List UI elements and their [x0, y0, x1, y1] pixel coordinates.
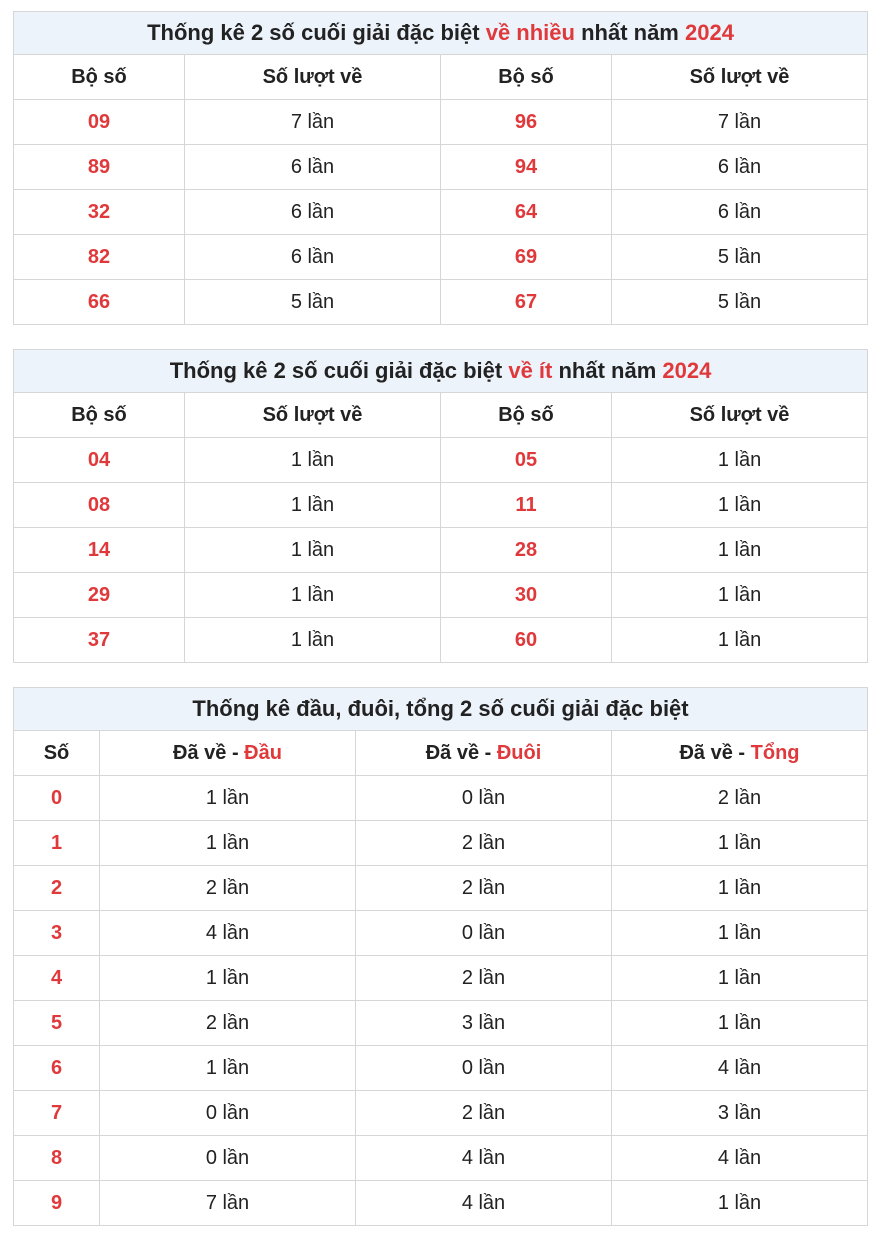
count: 1 lần	[185, 573, 441, 618]
count: 1 lần	[185, 618, 441, 663]
title-highlight: về nhiều	[485, 20, 575, 45]
header-tong	[612, 731, 868, 776]
count: 7 lần	[185, 100, 441, 145]
count: 1 lần	[612, 528, 868, 573]
duoi-count: 2 lần	[356, 956, 612, 1001]
pair-number: 64	[441, 190, 612, 235]
digit: 3	[14, 911, 100, 956]
header-bo-so: Bộ số	[441, 393, 612, 438]
title-highlight: về ít	[508, 358, 553, 383]
digits-title: Thống kê đầu, đuôi, tổng 2 số cuối giải đặc biệt	[14, 688, 868, 731]
header-duoi	[356, 731, 612, 776]
pair-number: 05	[441, 438, 612, 483]
pair-number: 66	[14, 280, 185, 325]
tong-count: 4 lần	[612, 1136, 868, 1181]
title-year: 2024	[685, 20, 734, 45]
tong-count: 4 lần	[612, 1046, 868, 1091]
header-so-luot-ve: Số lượt về	[612, 55, 868, 100]
tong-count: 1 lần	[612, 911, 868, 956]
duoi-count: 0 lần	[356, 776, 612, 821]
count: 7 lần	[612, 100, 868, 145]
pair-number: 32	[14, 190, 185, 235]
count: 6 lần	[612, 190, 868, 235]
duoi-count: 2 lần	[356, 821, 612, 866]
pair-number: 67	[441, 280, 612, 325]
table-row	[14, 100, 868, 145]
pair-number: 29	[14, 573, 185, 618]
count: 1 lần	[612, 483, 868, 528]
tong-count: 1 lần	[612, 821, 868, 866]
title-mid: nhất năm	[558, 358, 657, 383]
pair-number: 82	[14, 235, 185, 280]
header-so: Số	[14, 731, 100, 776]
table-row	[14, 145, 868, 190]
tong-count: 2 lần	[612, 776, 868, 821]
digit: 8	[14, 1136, 100, 1181]
table-row	[14, 528, 868, 573]
header-dau-label: Đầu	[244, 741, 282, 764]
pair-number: 09	[14, 100, 185, 145]
header-prefix: Đã về -	[173, 741, 239, 764]
tong-count: 1 lần	[612, 866, 868, 911]
count: 5 lần	[612, 235, 868, 280]
dau-count: 2 lần	[100, 866, 356, 911]
pair-number: 08	[14, 483, 185, 528]
count: 1 lần	[185, 528, 441, 573]
header-bo-so: Bộ số	[441, 55, 612, 100]
pair-number: 94	[441, 145, 612, 190]
table-row	[14, 1181, 868, 1226]
dau-count: 7 lần	[100, 1181, 356, 1226]
tong-count: 1 lần	[612, 1181, 868, 1226]
pair-number: 60	[441, 618, 612, 663]
pair-number: 30	[441, 573, 612, 618]
header-duoi-label: Đuôi	[496, 741, 542, 764]
table-row	[14, 1136, 868, 1181]
header-tong-label: Tổng	[750, 741, 800, 764]
header-prefix: Đã về -	[425, 741, 492, 764]
least-frequent-title	[14, 350, 868, 393]
dau-count: 1 lần	[100, 821, 356, 866]
header-dau	[100, 731, 356, 776]
table-row	[14, 821, 868, 866]
dau-count: 4 lần	[100, 911, 356, 956]
header-so-luot-ve: Số lượt về	[185, 55, 441, 100]
title-prefix: Thống kê 2 số cuối giải đặc biệt	[169, 358, 503, 383]
header-bo-so: Bộ số	[14, 55, 185, 100]
pair-number: 28	[441, 528, 612, 573]
table-row	[14, 1046, 868, 1091]
table-row	[14, 573, 868, 618]
tong-count: 1 lần	[612, 1001, 868, 1046]
count: 1 lần	[612, 618, 868, 663]
count: 1 lần	[185, 438, 441, 483]
digit: 2	[14, 866, 100, 911]
table-row	[14, 235, 868, 280]
digit: 5	[14, 1001, 100, 1046]
table-row	[14, 280, 868, 325]
title-prefix: Thống kê 2 số cuối giải đặc biệt	[147, 20, 480, 45]
dau-count: 2 lần	[100, 1001, 356, 1046]
table-row	[14, 190, 868, 235]
duoi-count: 2 lần	[356, 866, 612, 911]
digit: 4	[14, 956, 100, 1001]
table-row	[14, 956, 868, 1001]
count: 6 lần	[612, 145, 868, 190]
count: 6 lần	[185, 145, 441, 190]
count: 5 lần	[185, 280, 441, 325]
title-year: 2024	[662, 358, 712, 383]
pair-number: 11	[441, 483, 612, 528]
title-mid: nhất năm	[581, 20, 679, 45]
digit: 9	[14, 1181, 100, 1226]
duoi-count: 2 lần	[356, 1091, 612, 1136]
duoi-count: 3 lần	[356, 1001, 612, 1046]
table-row	[14, 483, 868, 528]
count: 1 lần	[612, 573, 868, 618]
dau-count: 0 lần	[100, 1136, 356, 1181]
dau-count: 1 lần	[100, 1046, 356, 1091]
count: 6 lần	[185, 235, 441, 280]
table-row	[14, 1091, 868, 1136]
dau-count: 1 lần	[100, 956, 356, 1001]
least-frequent-table	[13, 349, 868, 663]
digit: 7	[14, 1091, 100, 1136]
tong-count: 1 lần	[612, 956, 868, 1001]
pair-number: 96	[441, 100, 612, 145]
pair-number: 14	[14, 528, 185, 573]
duoi-count: 0 lần	[356, 911, 612, 956]
table-row	[14, 1001, 868, 1046]
pair-number: 37	[14, 618, 185, 663]
duoi-count: 0 lần	[356, 1046, 612, 1091]
duoi-count: 4 lần	[356, 1136, 612, 1181]
dau-count: 0 lần	[100, 1091, 356, 1136]
duoi-count: 4 lần	[356, 1181, 612, 1226]
table-row	[14, 866, 868, 911]
dau-count: 1 lần	[100, 776, 356, 821]
pair-number: 89	[14, 145, 185, 190]
header-bo-so: Bộ số	[14, 393, 185, 438]
most-frequent-table	[13, 11, 868, 325]
most-frequent-title	[14, 12, 868, 55]
count: 6 lần	[185, 190, 441, 235]
header-so-luot-ve: Số lượt về	[185, 393, 441, 438]
count: 1 lần	[185, 483, 441, 528]
digit: 6	[14, 1046, 100, 1091]
header-prefix: Đã về -	[679, 741, 746, 764]
digit: 0	[14, 776, 100, 821]
header-so-luot-ve: Số lượt về	[612, 393, 868, 438]
tong-count: 3 lần	[612, 1091, 868, 1136]
table-row	[14, 911, 868, 956]
pair-number: 04	[14, 438, 185, 483]
digit: 1	[14, 821, 100, 866]
table-row	[14, 438, 868, 483]
pair-number: 69	[441, 235, 612, 280]
count: 1 lần	[612, 438, 868, 483]
table-row	[14, 776, 868, 821]
digits-table	[13, 687, 868, 1226]
table-row	[14, 618, 868, 663]
count: 5 lần	[612, 280, 868, 325]
